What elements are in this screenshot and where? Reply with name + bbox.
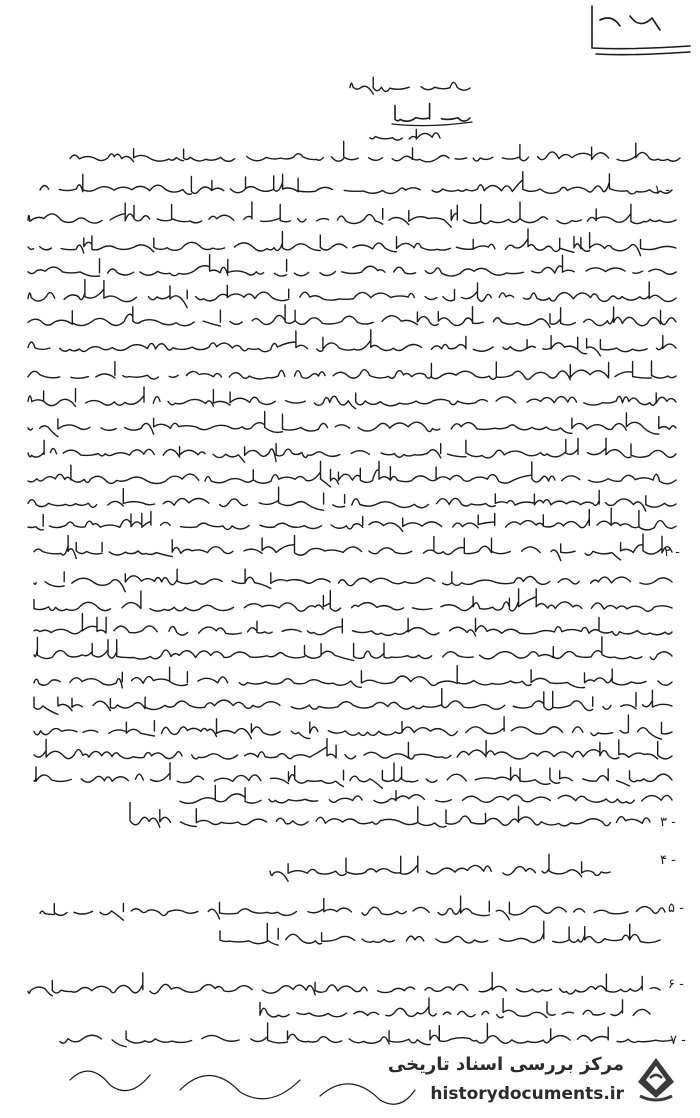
paragraph-2-line xyxy=(34,763,672,789)
paragraph-1-line xyxy=(28,330,676,356)
paragraph-1-line xyxy=(28,229,676,256)
paragraph-2-line xyxy=(34,666,672,688)
paragraph-2-line xyxy=(34,715,672,739)
paragraph-2-line xyxy=(34,739,672,759)
paragraph-1-line xyxy=(28,305,676,327)
salutation-line xyxy=(350,77,470,94)
archive-watermark xyxy=(387,1046,686,1112)
item-7-line xyxy=(60,1023,672,1047)
paragraph-1-line xyxy=(28,202,676,227)
paragraph-2-line xyxy=(34,637,672,661)
paragraph-1-line xyxy=(40,172,672,195)
list-marker: ۷ - xyxy=(670,1033,686,1048)
signature-scribble xyxy=(70,1071,415,1104)
watermark-url: historydocuments.ir xyxy=(430,1084,624,1104)
paragraph-1-line xyxy=(28,508,676,531)
item-6-line-2 xyxy=(260,998,650,1018)
reference-number-box xyxy=(592,6,690,55)
item-5-line-2 xyxy=(220,921,660,945)
subject-underline xyxy=(392,122,472,126)
item-5-line-1 xyxy=(40,896,665,920)
paragraph-2-line xyxy=(180,785,672,803)
paragraph-1-line xyxy=(28,280,676,308)
list-marker: ۱ - xyxy=(654,183,670,198)
paragraph-1-line xyxy=(28,438,676,462)
paragraph-2-line xyxy=(34,689,672,715)
intro-line xyxy=(70,141,680,161)
paragraph-2-line xyxy=(34,614,672,636)
paragraph-1-line xyxy=(28,361,676,380)
paragraph-1-line xyxy=(28,255,676,277)
paragraph-1-line xyxy=(28,387,676,409)
item-6-line-1 xyxy=(28,973,660,996)
list-marker: ۲ - xyxy=(664,545,680,560)
paragraph-1-line xyxy=(28,461,676,487)
paragraph-2-line xyxy=(34,534,672,561)
paragraph-1-line xyxy=(28,412,676,437)
list-marker: ۴ - xyxy=(660,853,676,868)
item-3-line xyxy=(130,803,650,828)
ink-strokes xyxy=(28,6,690,1104)
paragraph-2-line xyxy=(34,569,672,592)
paragraph-1-line xyxy=(28,487,676,511)
watermark-title: مرکز بررسی اسناد تاریخی xyxy=(387,1054,624,1075)
item-4-line xyxy=(270,854,610,881)
paragraph-2-line xyxy=(34,589,672,612)
subject-line xyxy=(395,103,470,121)
list-marker: ۵ - xyxy=(668,901,684,916)
report-label xyxy=(370,129,440,140)
document-archive-logo-icon xyxy=(632,1052,680,1104)
list-marker: ۳ - xyxy=(660,815,676,830)
list-marker: ۶ - xyxy=(668,977,684,992)
